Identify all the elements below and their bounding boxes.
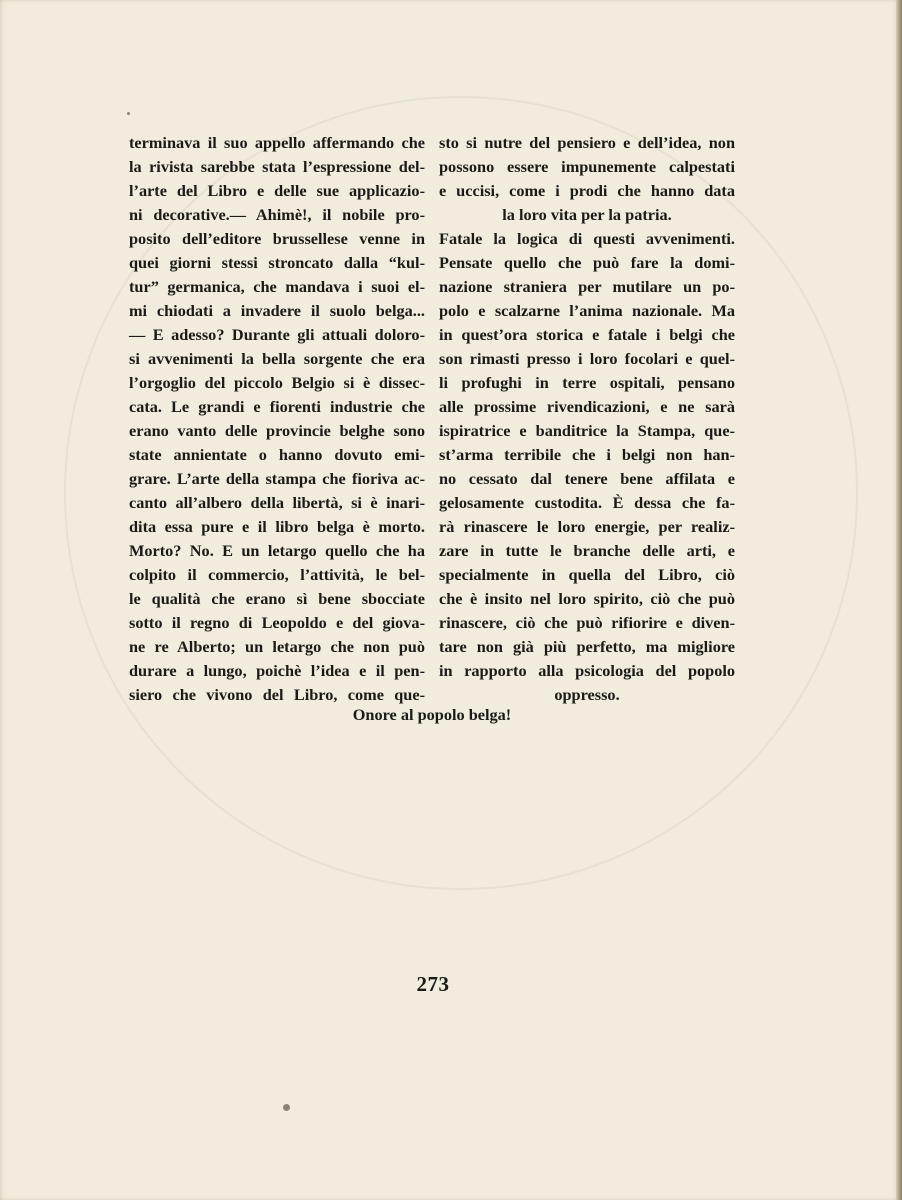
text-line: siero che vivono del Libro, come que- xyxy=(129,685,425,704)
text-line: la loro vita per la patria. xyxy=(502,205,672,224)
text-line: Morto? No. E un letargo quello che ha xyxy=(129,541,425,560)
text-line: li profughi in terre ospitali, pensano xyxy=(439,373,735,392)
text-line: specialmente in quella del Libro, ciò xyxy=(439,565,735,584)
ink-speck xyxy=(127,112,130,115)
text-line: tur” germanica, che mandava i suoi el- xyxy=(129,277,425,296)
text-line: l’arte del Libro e delle sue applicazio- xyxy=(129,181,425,200)
text-line: st’arma terribile che i belgi non han- xyxy=(439,445,735,464)
text-line: posito dell’editore brussellese venne in xyxy=(129,229,425,248)
text-line: sto si nutre del pensiero e dell’idea, non xyxy=(439,133,735,152)
text-line: che è insito nel loro spirito, ciò che può xyxy=(439,589,735,608)
text-line: e uccisi, come i prodi che hanno data xyxy=(439,181,735,200)
text-line: la rivista sarebbe stata l’espressione del- xyxy=(129,157,425,176)
text-line: in quest’ora storica e fatale i belgi che xyxy=(439,325,735,344)
text-line: l’orgoglio del piccolo Belgio si è dissec- xyxy=(129,373,425,392)
right-column xyxy=(439,131,735,707)
text-line: in rapporto alla psicologia del popolo xyxy=(439,661,735,680)
closing-line: Onore al popolo belga! xyxy=(352,705,512,724)
text-line: ispiratrice e banditrice la Stampa, que- xyxy=(439,421,735,440)
text-line: oppresso. xyxy=(554,685,620,704)
text-line: erano vanto delle provincie belghe sono xyxy=(129,421,425,440)
text-line: nazione straniera per mutilare un po- xyxy=(439,277,735,296)
text-line: tare non già più perfetto, ma migliore xyxy=(439,637,735,656)
page-edge xyxy=(896,0,902,1200)
text-line: rinascere, ciò che può rifiorire e diven- xyxy=(439,613,735,632)
text-line: dita essa pure e il libro belga è morto. xyxy=(129,517,425,536)
ink-speck xyxy=(283,1104,290,1111)
text-line: colpito il commercio, l’attività, le bel- xyxy=(129,565,425,584)
text-line: Fatale la logica di questi avvenimenti. xyxy=(439,229,735,248)
text-line: zare in tutte le branche delle arti, e xyxy=(439,541,735,560)
text-line: alle prossime rivendicazioni, e ne sarà xyxy=(439,397,735,416)
text-line: Pensate quello che può fare la domi- xyxy=(439,253,735,272)
text-line: ne re Alberto; un letargo che non può xyxy=(129,637,425,656)
text-line: terminava il suo appello affermando che xyxy=(129,133,425,152)
page-number: 273 xyxy=(416,972,450,996)
text-line: — E adesso? Durante gli attuali doloro- xyxy=(129,325,425,344)
text-line: possono essere impunemente calpestati xyxy=(439,157,735,176)
text-line: canto all’albero della libertà, si è inari- xyxy=(129,493,425,512)
left-column xyxy=(129,131,425,707)
text-line: si avvenimenti la bella sorgente che era xyxy=(129,349,425,368)
text-line: rà rinascere le loro energie, per realiz- xyxy=(439,517,735,536)
text-line: sotto il regno di Leopoldo e del giova- xyxy=(129,613,425,632)
text-line: le qualità che erano sì bene sbocciate xyxy=(129,589,425,608)
text-line: state annientate o hanno dovuto emi- xyxy=(129,445,425,464)
text-line: quei giorni stessi stroncato dalla “kul- xyxy=(129,253,425,272)
text-line: son rimasti presso i loro focolari e quel- xyxy=(439,349,735,368)
text-line: mi chiodati a invadere il suolo belga... xyxy=(129,301,425,320)
text-line: no cessato dal tenere bene affilata e xyxy=(439,469,735,488)
text-line: grare. L’arte della stampa che fioriva ac- xyxy=(129,469,425,488)
text-line: cata. Le grandi e fiorenti industrie che xyxy=(129,397,425,416)
text-line: ni decorative.— Ahimè!, il nobile pro- xyxy=(129,205,425,224)
text-line: polo e scalzarne l’anima nazionale. Ma xyxy=(439,301,735,320)
text-line: durare a lungo, poichè l’idea e il pen- xyxy=(129,661,425,680)
text-line: gelosamente custodita. È dessa che fa- xyxy=(439,493,735,512)
